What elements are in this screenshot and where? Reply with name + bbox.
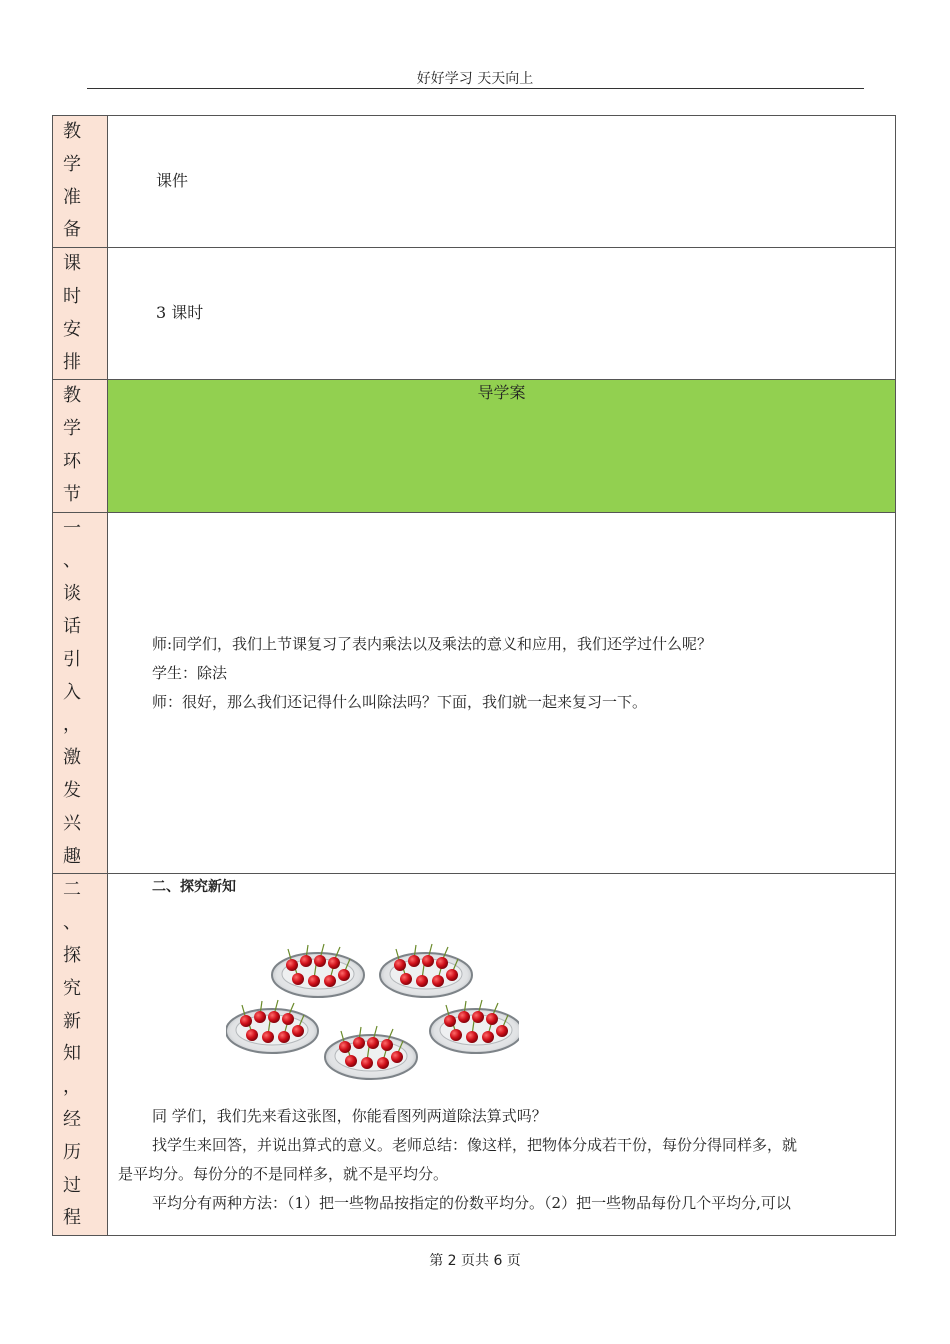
explore-line: 找学生来回答，并说出算式的意义。老师总结：像这样，把物体分成若干份，每份分得同样多，就 — [152, 1136, 798, 1155]
label-cell-stage — [53, 380, 108, 512]
cherry-plates-illustration — [226, 929, 526, 1089]
guide-plan-header: 导学案 — [108, 380, 896, 512]
content-cell-prep — [108, 116, 896, 248]
intro-line: 师:同学们，我们上节课复习了表内乘法以及乘法的意义和应用，我们还学过什么呢？ — [152, 634, 713, 653]
vertical-label: 一 、 谈 话 引 入 ， 激 发 兴 趣 — [63, 517, 81, 867]
vertical-label: 二 、 探 究 新 知 ， 经 历 过 程 — [63, 879, 81, 1229]
label-cell-prep — [53, 116, 108, 248]
lesson-plan-table — [52, 115, 896, 1236]
explore-line: 是平均分。每份分的不是同样多，就不是平均分。 — [118, 1165, 449, 1184]
row-teaching-prep — [53, 116, 896, 248]
label-cell-explore — [53, 874, 108, 1236]
content-cell-explore — [108, 874, 896, 1236]
prep-text: 课件 — [156, 171, 189, 190]
content-cell-hours — [108, 248, 896, 380]
page-header: 好好学习 天天向上 — [416, 71, 534, 87]
vertical-label: 教 学 准 备 — [63, 121, 81, 241]
explore-line: 同 学们，我们先来看这张图，你能看图列两道除法算式吗？ — [152, 1107, 547, 1126]
label-cell-intro — [53, 512, 108, 874]
row-class-hours — [53, 248, 896, 380]
intro-line: 师：很好，那么我们还记得什么叫除法吗？下面，我们就一起来复习一下。 — [152, 692, 648, 711]
vertical-label: 课 时 安 排 — [63, 253, 81, 373]
row-explore — [53, 874, 896, 1236]
row-intro — [53, 512, 896, 874]
row-teaching-stage — [53, 380, 896, 512]
explore-line: 平均分有两种方法：（1）把一些物品按指定的份数平均分。（2）把一些物品每份几个平均分,可以 — [152, 1194, 791, 1213]
hours-text: 3 课时 — [156, 303, 204, 323]
vertical-label: 教 学 环 节 — [63, 385, 81, 505]
section-title: 二、探究新知 — [152, 879, 236, 896]
page-footer: 第 2 页共 6 页 — [429, 1253, 521, 1269]
intro-line: 学生：除法 — [152, 663, 228, 682]
label-cell-hours — [53, 248, 108, 380]
content-cell-intro — [108, 512, 896, 874]
header-rule — [87, 88, 864, 89]
